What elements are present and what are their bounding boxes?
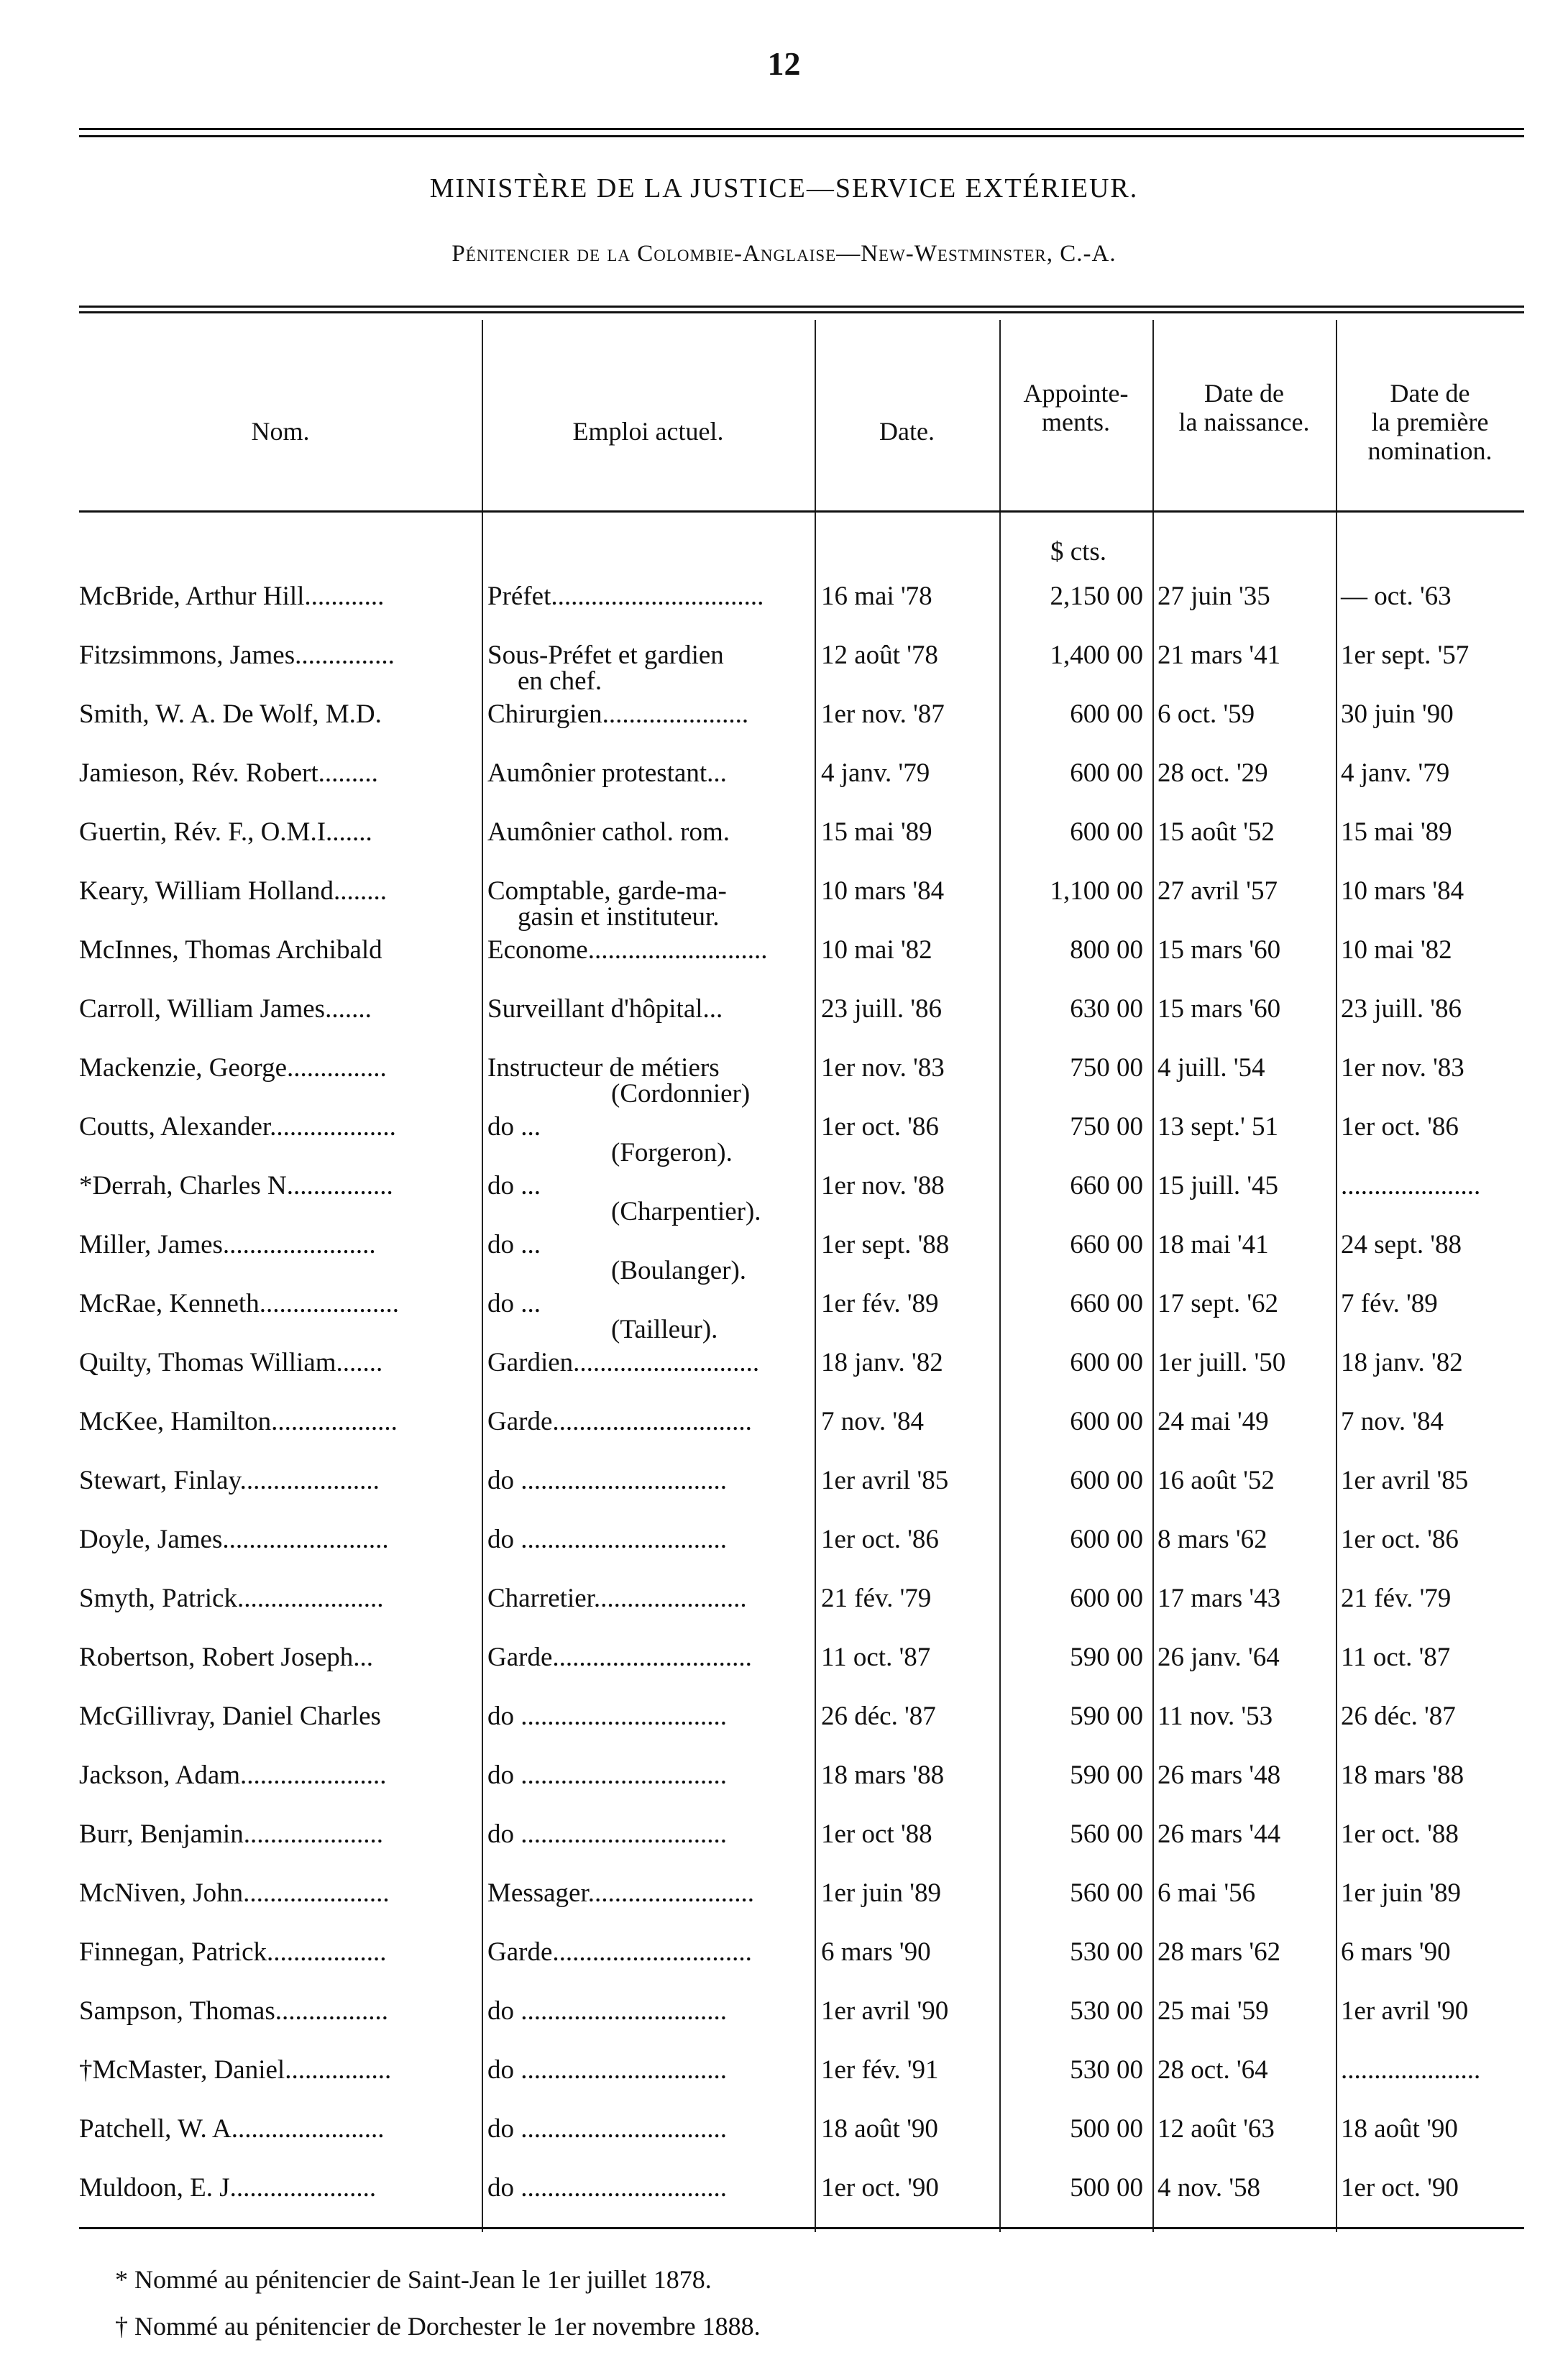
top-rule: [79, 128, 1524, 130]
cell-nom: †McMaster, Daniel................: [79, 2056, 392, 2085]
cell-emploi: Chirurgien......................: [487, 700, 749, 729]
cell-appointements: 1,100 00: [1050, 876, 1143, 906]
table-row: [0, 1349, 1568, 1406]
cell-naissance: 17 mars '43: [1157, 1584, 1281, 1613]
table-row: [0, 1761, 1568, 1819]
cell-appointements: 590 00: [1070, 1643, 1143, 1672]
cell-appointements: 600 00: [1070, 817, 1143, 847]
cell-premiere-nomination: — oct. '63: [1341, 582, 1452, 611]
cell-naissance: 26 janv. '64: [1157, 1643, 1280, 1672]
cell-nom: Mackenzie, George...............: [79, 1054, 387, 1083]
cell-premiere-nomination: 7 nov. '84: [1341, 1407, 1444, 1436]
cell-nom: Burr, Benjamin.....................: [79, 1820, 383, 1849]
cell-naissance: 1er juill. '50: [1157, 1348, 1286, 1377]
cell-naissance: 11 nov. '53: [1157, 1702, 1273, 1731]
cell-premiere-nomination: .....................: [1341, 1171, 1481, 1201]
cell-premiere-nomination: 21 fév. '79: [1341, 1584, 1452, 1613]
cell-premiere-nomination: 4 janv. '79: [1341, 758, 1450, 788]
cell-premiere-nomination: 1er nov. '83: [1341, 1053, 1464, 1083]
cell-naissance: 26 mars '48: [1157, 1760, 1281, 1790]
cell-emploi: do ...: [487, 1113, 541, 1142]
table-row: [0, 936, 1568, 993]
footnote: * Nommé au pénitencier de Saint-Jean le 1er juillet 1878.: [115, 2265, 712, 2294]
cell-nom: Jackson, Adam......................: [79, 1761, 387, 1790]
table-row: [0, 641, 1568, 699]
cell-appointements: 630 00: [1070, 994, 1143, 1024]
cell-date: 1er oct. '90: [821, 2173, 939, 2203]
cell-appointements: 560 00: [1070, 1878, 1143, 1908]
cell-premiere-nomination: 1er avril '85: [1341, 1466, 1469, 1495]
cell-nom: Stewart, Finlay.....................: [79, 1466, 380, 1495]
cell-emploi: do ...............................: [487, 1761, 727, 1790]
header-emploi: Emploi actuel.: [572, 417, 724, 446]
cell-emploi-continuation: (Cordonnier): [611, 1079, 751, 1108]
cell-nom: Finnegan, Patrick..................: [79, 1938, 387, 1967]
cell-naissance: 15 mars '60: [1157, 935, 1281, 965]
header-premiere-line3: nomination.: [1367, 436, 1493, 465]
table-row: [0, 1172, 1568, 1229]
table-row: [0, 1584, 1568, 1642]
cell-emploi: Comptable, garde-ma-: [487, 877, 727, 906]
cell-premiere-nomination: 11 oct. '87: [1341, 1643, 1451, 1672]
cell-emploi: Messager.........................: [487, 1879, 754, 1908]
cell-nom: Doyle, James.........................: [79, 1525, 389, 1554]
cell-nom: Muldoon, E. J......................: [79, 2174, 377, 2203]
cell-premiere-nomination: 7 fév. '89: [1341, 1289, 1438, 1318]
cell-date: 1er fév. '91: [821, 2055, 939, 2085]
table-row: [0, 1290, 1568, 1347]
cell-emploi-continuation: (Boulanger).: [611, 1256, 747, 1285]
cell-appointements: 750 00: [1070, 1053, 1143, 1083]
table-row: [0, 2056, 1568, 2113]
cell-nom: Carroll, William James.......: [79, 995, 372, 1024]
cell-date: 1er avril '90: [821, 1996, 949, 2026]
table-row: [0, 877, 1568, 935]
cell-premiere-nomination: 10 mai '82: [1341, 935, 1452, 965]
cell-emploi: Gardien............................: [487, 1349, 760, 1377]
table-row: [0, 1525, 1568, 1583]
table-row: [0, 582, 1568, 640]
footnote: † Nommé au pénitencier de Dorchester le 1er novembre 1888.: [115, 2312, 761, 2341]
table-row: [0, 1997, 1568, 2055]
cell-appointements: 530 00: [1070, 1937, 1143, 1967]
cell-naissance: 15 juill. '45: [1157, 1171, 1279, 1201]
cell-emploi-continuation: (Charpentier).: [611, 1197, 761, 1226]
cell-nom: McRae, Kenneth.....................: [79, 1290, 399, 1318]
table-row: [0, 1938, 1568, 1996]
cell-date: 18 janv. '82: [821, 1348, 943, 1377]
cell-appointements: 600 00: [1070, 1348, 1143, 1377]
cell-emploi: Garde..............................: [487, 1408, 752, 1436]
table-row: [0, 1054, 1568, 1111]
cell-emploi: Charretier.......................: [487, 1584, 747, 1613]
cell-premiere-nomination: 1er oct. '88: [1341, 1819, 1459, 1849]
cell-emploi: do ...: [487, 1172, 541, 1201]
cell-appointements: 590 00: [1070, 1760, 1143, 1790]
header-premiere-line2: la première: [1371, 408, 1489, 436]
cell-date: 10 mai '82: [821, 935, 932, 965]
cell-naissance: 21 mars '41: [1157, 641, 1281, 670]
cell-date: 1er nov. '87: [821, 699, 945, 729]
cell-nom: Sampson, Thomas.................: [79, 1997, 388, 2026]
cell-appointements: 600 00: [1070, 1407, 1143, 1436]
cell-emploi: Instructeur de métiers: [487, 1054, 720, 1083]
cell-naissance: 28 oct. '64: [1157, 2055, 1268, 2085]
table-row: [0, 1879, 1568, 1937]
table-row: [0, 1820, 1568, 1878]
header-bottom-rule: [79, 510, 1524, 513]
cell-emploi: do ...............................: [487, 1466, 727, 1495]
cell-nom: McBride, Arthur Hill............: [79, 582, 385, 611]
table-row: [0, 1643, 1568, 1701]
cell-naissance: 6 oct. '59: [1157, 699, 1255, 729]
table-row: [0, 1702, 1568, 1760]
cell-date: 1er nov. '83: [821, 1053, 945, 1083]
cell-emploi: do ...............................: [487, 2115, 727, 2144]
cell-naissance: 12 août '63: [1157, 2114, 1275, 2144]
cell-date: 12 août '78: [821, 641, 938, 670]
cell-emploi: Surveillant d'hôpital...: [487, 995, 723, 1024]
cell-date: 1er avril '85: [821, 1466, 949, 1495]
cell-date: 4 janv. '79: [821, 758, 930, 788]
cell-date: 26 déc. '87: [821, 1702, 936, 1731]
cell-emploi: Aumônier cathol. rom.: [487, 818, 730, 847]
cell-date: 6 mars '90: [821, 1937, 931, 1967]
table-row: [0, 759, 1568, 817]
cell-appointements: 660 00: [1070, 1230, 1143, 1259]
cell-nom: McInnes, Thomas Archibald: [79, 936, 382, 965]
page-subtitle: Pénitencier de la Colombie-Anglaise—New-Westminster, C.-A.: [451, 241, 1117, 267]
cell-nom: Jamieson, Rév. Robert.........: [79, 759, 378, 788]
cell-naissance: 18 mai '41: [1157, 1230, 1269, 1259]
header-date: Date.: [879, 417, 935, 446]
cell-date: 1er juin '89: [821, 1878, 941, 1908]
cell-appointements: 530 00: [1070, 2055, 1143, 2085]
cell-naissance: 27 juin '35: [1157, 582, 1270, 611]
cell-premiere-nomination: 15 mai '89: [1341, 817, 1452, 847]
header-appointements-line2: ments.: [1042, 408, 1110, 436]
units-label: $ cts.: [1050, 537, 1107, 566]
cell-premiere-nomination: 30 juin '90: [1341, 699, 1454, 729]
table-row: [0, 2174, 1568, 2231]
cell-date: 21 fév. '79: [821, 1584, 932, 1613]
cell-nom: McNiven, John......................: [79, 1879, 390, 1908]
cell-nom: McKee, Hamilton...................: [79, 1408, 398, 1436]
cell-naissance: 15 mars '60: [1157, 994, 1281, 1024]
cell-date: 16 mai '78: [821, 582, 932, 611]
cell-appointements: 560 00: [1070, 1819, 1143, 1849]
table-row: [0, 818, 1568, 876]
cell-naissance: 24 mai '49: [1157, 1407, 1269, 1436]
cell-nom: Coutts, Alexander...................: [79, 1113, 396, 1142]
cell-nom: Fitzsimmons, James...............: [79, 641, 395, 670]
cell-date: 18 mars '88: [821, 1760, 945, 1790]
cell-emploi-continuation: gasin et instituteur.: [518, 902, 720, 932]
table-row: [0, 1113, 1568, 1170]
cell-nom: Smith, W. A. De Wolf, M.D.: [79, 700, 382, 729]
cell-premiere-nomination: 1er sept. '57: [1341, 641, 1470, 670]
cell-naissance: 17 sept. '62: [1157, 1289, 1279, 1318]
cell-date: 10 mars '84: [821, 876, 945, 906]
cell-emploi: do ...: [487, 1231, 541, 1259]
cell-premiere-nomination: 1er oct. '90: [1341, 2173, 1459, 2203]
cell-date: 1er oct. '86: [821, 1112, 939, 1142]
cell-premiere-nomination: 1er oct. '86: [1341, 1112, 1459, 1142]
cell-emploi: do ...: [487, 1290, 541, 1318]
cell-premiere-nomination: .....................: [1341, 2055, 1481, 2085]
cell-emploi-continuation: (Tailleur).: [611, 1315, 718, 1344]
header-naissance-line2: la naissance.: [1178, 408, 1310, 436]
cell-emploi: Sous-Préfet et gardien: [487, 641, 724, 670]
cell-nom: Quilty, Thomas William.......: [79, 1349, 383, 1377]
cell-appointements: 2,150 00: [1050, 582, 1143, 611]
cell-date: 1er sept. '88: [821, 1230, 950, 1259]
table-top-rule: [79, 306, 1524, 308]
header-appointements-line1: Appointe-: [1023, 379, 1129, 408]
cell-premiere-nomination: 1er juin '89: [1341, 1878, 1461, 1908]
cell-naissance: 13 sept.' 51: [1157, 1112, 1279, 1142]
cell-naissance: 8 mars '62: [1157, 1525, 1267, 1554]
header-premiere-line1: Date de: [1390, 379, 1470, 408]
cell-premiere-nomination: 24 sept. '88: [1341, 1230, 1462, 1259]
cell-emploi-continuation: (Forgeron).: [611, 1138, 733, 1167]
cell-emploi: do ...............................: [487, 1820, 727, 1849]
table-row: [0, 1408, 1568, 1465]
table-row: [0, 1466, 1568, 1524]
cell-appointements: 530 00: [1070, 1996, 1143, 2026]
header-nom: Nom.: [251, 417, 310, 446]
cell-appointements: 500 00: [1070, 2114, 1143, 2144]
top-rule-2: [79, 135, 1524, 137]
cell-appointements: 600 00: [1070, 1584, 1143, 1613]
page-number: 12: [767, 45, 801, 82]
cell-naissance: 28 oct. '29: [1157, 758, 1268, 788]
header-naissance: [1152, 379, 1336, 436]
cell-premiere-nomination: 18 mars '88: [1341, 1760, 1464, 1790]
cell-naissance: 26 mars '44: [1157, 1819, 1281, 1849]
cell-emploi: Garde..............................: [487, 1643, 752, 1672]
header-naissance-line1: Date de: [1204, 379, 1284, 408]
cell-date: 18 août '90: [821, 2114, 938, 2144]
cell-emploi: Aumônier protestant...: [487, 759, 727, 788]
cell-nom: Patchell, W. A.......................: [79, 2115, 385, 2144]
cell-premiere-nomination: 23 juill. '86: [1341, 994, 1462, 1024]
cell-appointements: 660 00: [1070, 1171, 1143, 1201]
cell-appointements: 600 00: [1070, 1525, 1143, 1554]
cell-emploi: do ...............................: [487, 1702, 727, 1731]
cell-premiere-nomination: 6 mars '90: [1341, 1937, 1451, 1967]
cell-premiere-nomination: 18 août '90: [1341, 2114, 1458, 2144]
cell-emploi: do ...............................: [487, 2056, 727, 2085]
cell-nom: Robertson, Robert Joseph...: [79, 1643, 374, 1672]
cell-date: 7 nov. '84: [821, 1407, 925, 1436]
cell-date: 23 juill. '86: [821, 994, 943, 1024]
cell-premiere-nomination: 1er oct. '86: [1341, 1525, 1459, 1554]
cell-appointements: 590 00: [1070, 1702, 1143, 1731]
cell-nom: Miller, James.......................: [79, 1231, 376, 1259]
cell-nom: *Derrah, Charles N................: [79, 1172, 393, 1201]
table-top-rule-2: [79, 311, 1524, 313]
cell-emploi: do ...............................: [487, 1997, 727, 2026]
cell-emploi-continuation: en chef.: [518, 666, 602, 696]
table-row: [0, 700, 1568, 758]
cell-appointements: 660 00: [1070, 1289, 1143, 1318]
cell-appointements: 600 00: [1070, 1466, 1143, 1495]
cell-emploi: do ...............................: [487, 2174, 727, 2203]
cell-naissance: 28 mars '62: [1157, 1937, 1281, 1967]
table-row: [0, 1231, 1568, 1288]
cell-date: 11 oct. '87: [821, 1643, 931, 1672]
cell-nom: Keary, William Holland........: [79, 877, 388, 906]
cell-date: 1er fév. '89: [821, 1289, 939, 1318]
cell-naissance: 4 juill. '54: [1157, 1053, 1265, 1083]
page-title: MINISTÈRE DE LA JUSTICE—SERVICE EXTÉRIEUR.: [429, 173, 1139, 203]
cell-emploi: do ...............................: [487, 1525, 727, 1554]
cell-premiere-nomination: 18 janv. '82: [1341, 1348, 1463, 1377]
cell-appointements: 800 00: [1070, 935, 1143, 965]
cell-premiere-nomination: 10 mars '84: [1341, 876, 1464, 906]
cell-naissance: 27 avril '57: [1157, 876, 1278, 906]
cell-date: 1er oct. '86: [821, 1525, 939, 1554]
table-row: [0, 2115, 1568, 2172]
header-appointements: [999, 379, 1152, 436]
cell-nom: Guertin, Rév. F., O.M.I.......: [79, 818, 372, 847]
cell-premiere-nomination: 26 déc. '87: [1341, 1702, 1456, 1731]
cell-naissance: 4 nov. '58: [1157, 2173, 1261, 2203]
cell-appointements: 1,400 00: [1050, 641, 1143, 670]
header-premiere-nomination: [1336, 379, 1524, 465]
cell-appointements: 600 00: [1070, 699, 1143, 729]
table-row: [0, 995, 1568, 1052]
cell-appointements: 500 00: [1070, 2173, 1143, 2203]
cell-date: 1er oct '88: [821, 1819, 932, 1849]
cell-naissance: 16 août '52: [1157, 1466, 1275, 1495]
cell-appointements: 750 00: [1070, 1112, 1143, 1142]
cell-naissance: 15 août '52: [1157, 817, 1275, 847]
cell-emploi: Garde..............................: [487, 1938, 752, 1967]
cell-nom: McGillivray, Daniel Charles: [79, 1702, 381, 1731]
cell-naissance: 6 mai '56: [1157, 1878, 1256, 1908]
table-bottom-rule: [79, 2227, 1524, 2229]
cell-date: 15 mai '89: [821, 817, 932, 847]
cell-premiere-nomination: 1er avril '90: [1341, 1996, 1469, 2026]
cell-nom: Smyth, Patrick......................: [79, 1584, 384, 1613]
cell-date: 1er nov. '88: [821, 1171, 945, 1201]
cell-emploi: Econome...........................: [487, 936, 768, 965]
cell-naissance: 25 mai '59: [1157, 1996, 1269, 2026]
cell-emploi: Préfet................................: [487, 582, 764, 611]
cell-appointements: 600 00: [1070, 758, 1143, 788]
